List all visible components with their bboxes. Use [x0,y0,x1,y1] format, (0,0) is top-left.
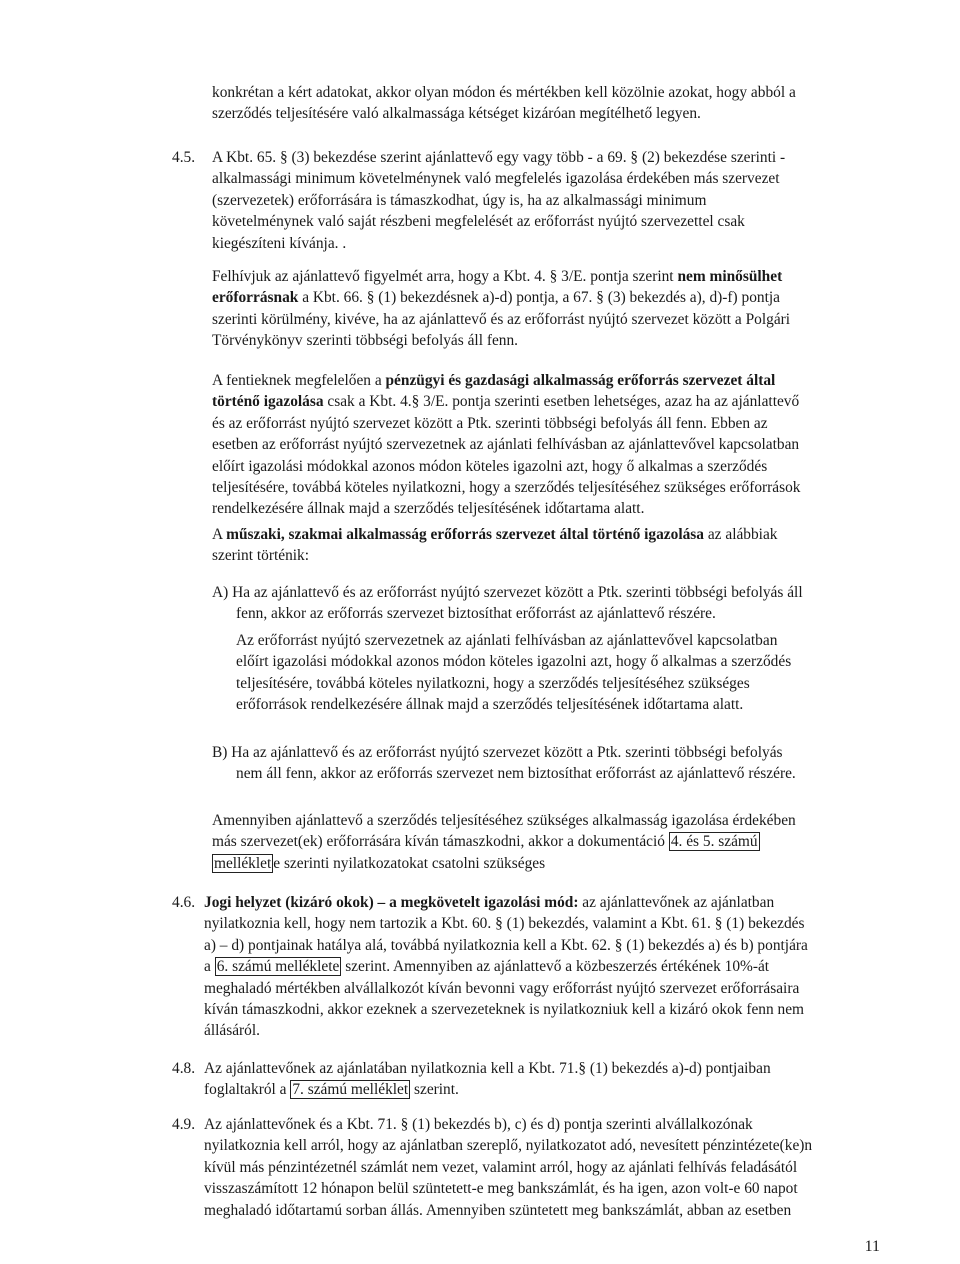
text-line: kívül más pénzintézetnél számlát nem vezet, valamint arról, hogy az ajánlati felhívás feladásától [204,1158,798,1176]
bold-text: pénzügyi és gazdasági alkalmasság erőforrás szervezet által [385,372,776,389]
text-line: meghaladó mértékben alvállalkozót kíván bevonni vagy erőforrást nyújtó szervezet erőforrásaira [204,979,800,997]
annex-reference-box: 7. számú melléklet [292,1081,409,1099]
text-line: alkalmassági minimum követelménynek való megfelelés igazolása érdekében más szervezet [212,170,780,188]
bold-text: erőforrásnak [212,289,299,307]
text-line: követelménynek való saját részbeni megfelelését az erőforrást nyújtó szervezettel csak [212,213,745,231]
paragraph-amennyiben [212,810,880,874]
text-line: esetben az erőforrást nyújtó szervezetnek az ajánlati felhívásban az ajánlattevővel kapcsolatban [212,436,800,454]
text-line: meghaladó időtartamú sorban állás. Amennyiben szüntetett meg bankszámlát, abban az esetben [204,1201,792,1219]
text-line [212,287,880,308]
text-line: nem áll fenn, akkor az erőforrás szervezet nem biztosíthat erőforrást az ajánlattevő részére. [236,765,796,783]
annex-reference-box: 4. és 5. számú [670,833,758,851]
text-line: Amennyiben ajánlattevő a szerződés teljesítéséhez szükséges alkalmasság igazolása érdekében [212,812,796,829]
text-line [204,1079,880,1100]
text-line: és az erőforrást nyújtó szervezet között a Ptk. szerinti többségi befolyás áll fenn. Ebben az [212,414,768,432]
text-line: konkrétan a kért adatokat, akkor olyan módon és mértékben kell közölnie azokat, hogy abból a [212,84,796,101]
text-line: teljesítésére, továbbá köteles nyilatkozni, hogy a szerződés teljesítéséhez szükséges [236,674,750,692]
section-number-4-6: 4.6. [172,894,196,911]
text-line: szerint történik: [212,547,310,565]
text-run: A [212,526,227,543]
text-run: a [204,958,215,976]
text-line: (szervezetek) erőforrására is támaszkodhat, úgy is, ha az alkalmassági minimum [212,191,707,209]
text-run: más szervezet(ek) erőforrására kíván támaszkodni, akkor a dokumentáció [212,833,669,851]
text-line: szerinti körülmény, kivéve, ha az ajánlattevő és az erőforrást nyújtó szervezet között a Polgári [212,310,791,328]
text-line [212,853,880,874]
text-line [212,831,880,852]
text-line: Az erőforrást nyújtó szervezetnek az ajánlati felhívásban az ajánlattevővel kapcsolatban [236,632,778,649]
bold-text: nem minősülhet [677,268,783,285]
text-run: szerint. Amennyiben az ajánlattevő a közbeszerzés értékének 10%-át [341,958,770,976]
annex-reference-box: 6. számú melléklete [216,958,340,976]
text-line: A Kbt. 65. § (3) bekezdése szerint ajánlattevő egy vagy több - a 69. § (2) bekezdése szerinti - [212,149,786,166]
text-line [212,266,880,287]
text-line: állásáról. [204,1022,260,1040]
text-line: a) – d) pontjainak hatálya alá, továbbá nyilatkoznia kell a Kbt. 62. § (1) bekezdés a) és b) pontjára [204,936,808,954]
list-item-b [212,742,880,785]
text-line [212,391,880,412]
text-line: teljesítésére, továbbá köteles nyilatkozni, hogy a szerződés teljesítéséhez szükséges erőforrások [212,479,801,497]
text-line: nyilatkoznia kell arról, hogy az ajánlatban szereplő, nyilatkozatot adó, nevesített pénzintézete(ke)n [204,1137,813,1155]
text-run: foglaltakról a [204,1081,291,1099]
paragraph-muszaki [212,524,880,567]
annex-reference-box: melléklet [214,854,272,872]
text-line: kíván támaszkodni, akkor ezeknek a szervezeteknek is nyilatkozniuk kell a kizáró okok fenn nem [204,1001,805,1019]
text-line: szerződés teljesítésére való alkalmassága kétséget kizáróan megítélhető legyen. [212,105,701,123]
text-run: Felhívjuk az ajánlattevő figyelmét arra, hogy a Kbt. 4. § 3/E. pontja szerint [212,268,678,285]
section-4-5-paragraph [212,147,880,254]
paragraph-fentieknek [212,370,880,520]
text-line [204,956,880,977]
section-4-9-paragraph [204,1114,880,1221]
text-line: fenn, akkor az erőforrás szervezet biztosíthat erőforrást az ajánlattevő részére. [236,605,716,623]
text-run: csak a Kbt. 4.§ 3/E. pontja szerinti esetben lehetséges, azaz ha az ajánlattevő [323,393,800,411]
text-line [212,370,880,391]
text-line: Az ajánlattevőnek és a Kbt. 71. § (1) bekezdés b), c) és d) pontja szerinti alvállalkozónak [204,1116,753,1133]
text-run: e szerinti nyilatkozatokat csatolni szükséges [273,854,546,872]
text-line: B) Ha az ajánlattevő és az erőforrást nyújtó szervezet között a Ptk. szerinti többségi befolyás [212,744,783,761]
bold-text: műszaki, szakmai alkalmasság erőforrás szervezet által történő igazolása [226,526,704,543]
text-line: rendelkezésére állnak majd a szerződés teljesítésének időtartama alatt. [212,500,645,518]
text-line [204,892,880,913]
text-line: Az ajánlattevőnek az ajánlatában nyilatkoznia kell a Kbt. 71.§ (1) bekezdés a)-d) pontjaiban [204,1060,771,1077]
page-number: 11 [864,1238,880,1255]
paragraph-felhivjuk [212,266,880,352]
section-4-8-paragraph [204,1058,880,1101]
section-number-4-9: 4.9. [172,1116,196,1133]
text-run: A fentieknek megfelelően a [212,372,386,389]
text-line: kiegészíteni kívánja. . [212,234,347,252]
text-line: nyilatkoznia kell, hogy nem tartozik a Kbt. 60. § (1) bekezdés, valamint a Kbt. 61. § (1) bekezdés [204,915,805,933]
text-line: Törvénykönyv szerinti többségi befolyás áll fenn. [212,332,519,350]
bold-text: történő igazolása [212,393,324,411]
text-line: visszaszámított 12 hónapon belül szüntetett-e meg bankszámlát, és ha igen, azon volt-e 60 napot [204,1180,798,1198]
text-line: erőforrások rendelkezésére állnak majd a szerződés teljesítésének időtartama alatt. [236,696,744,714]
bold-text: Jogi helyzet (kizáró okok) – a megkövetelt igazolási mód: [204,894,579,911]
text-line: A) Ha az ajánlattevő és az erőforrást nyújtó szervezet között a Ptk. szerinti többségi befolyás áll [212,584,803,601]
text-run: az alábbiak [704,526,778,543]
section-number-4-8: 4.8. [172,1060,196,1077]
text-line: előírt igazolási módokkal azonos módon köteles igazolni azt, hogy ő alkalmas a szerződés [212,457,768,475]
paragraph-intro [212,82,880,125]
text-run: az ajánlattevőnek az ajánlatban [578,894,775,911]
list-item-a [212,582,880,625]
list-item-a-subparagraph [236,630,880,716]
section-4-6-paragraph [204,892,880,1042]
text-line: előírt igazolási módokkal azonos módon köteles igazolni azt, hogy ő alkalmas a szerződés [236,653,792,671]
text-run: szerint. [410,1081,459,1099]
text-run: a Kbt. 66. § (1) bekezdésnek a)-d) pontja, a 67. § (3) bekezdés a), d)-f) pontja [298,289,780,307]
text-line [212,524,880,545]
section-number-4-5: 4.5. [172,149,196,166]
